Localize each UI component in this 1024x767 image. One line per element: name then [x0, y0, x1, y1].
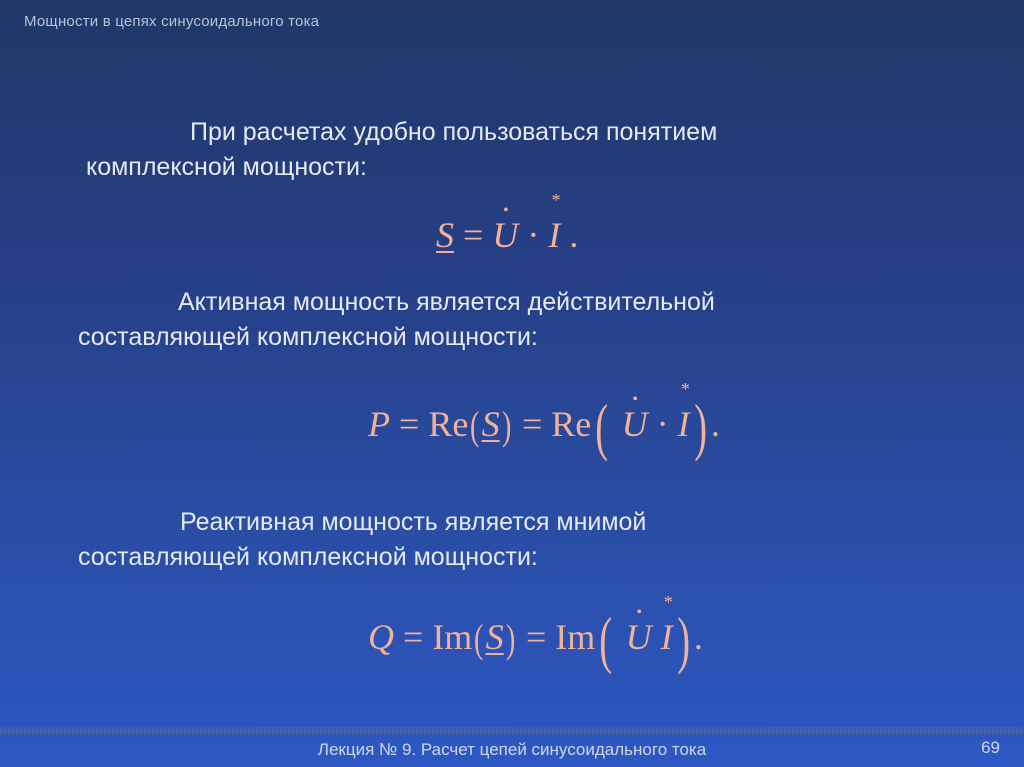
formula-period: .: [693, 617, 703, 657]
big-paren-open: (: [595, 391, 609, 462]
formula-complex-power: [436, 217, 578, 253]
paragraph-line-2: составляющей комплексной мощности:: [78, 323, 538, 351]
paragraph-complex-power: [86, 115, 717, 185]
formula-equals: =: [525, 617, 547, 657]
formula-reactive-power: [368, 604, 703, 675]
formula-s: S: [485, 617, 504, 657]
footer-lecture-title: Лекция № 9. Расчет цепей синусоидального тока: [317, 740, 707, 759]
formula-i-conjugate: * I: [678, 406, 690, 442]
formula-re: Re: [428, 404, 469, 444]
formula-i-conjugate: * I: [661, 619, 673, 655]
formula-multiply: ·: [656, 404, 669, 444]
paragraph-reactive-power: [78, 505, 646, 575]
formula-u-dot: • U: [622, 406, 648, 442]
formula-period: .: [710, 404, 720, 444]
formula-re: Re: [551, 404, 592, 444]
big-paren-close: ): [693, 391, 707, 462]
big-paren-close: ): [676, 604, 690, 675]
slide-header-title: Мощности в цепях синусоидального тока: [24, 13, 320, 30]
paren-open: (: [474, 616, 484, 661]
formula-q: Q: [368, 617, 394, 657]
formula-u-dot: • U: [626, 619, 652, 655]
paragraph-line-2: составляющей комплексной мощности:: [78, 543, 538, 571]
formula-multiply: ·: [527, 215, 540, 255]
paren-close: ): [505, 616, 515, 661]
formula-active-power: [368, 391, 720, 462]
slide-page-number: 69: [981, 738, 1000, 757]
paragraph-active-power: [78, 285, 715, 355]
formula-im: Im: [432, 617, 473, 657]
formula-p: P: [368, 404, 390, 444]
formula-im: Im: [555, 617, 596, 657]
paren-close: ): [501, 403, 511, 448]
paragraph-line-1: Реактивная мощность является мнимой: [180, 508, 647, 536]
paragraph-line-1: При расчетах удобно пользоваться понятием: [190, 118, 718, 146]
paren-open: (: [470, 403, 480, 448]
formula-equals: =: [463, 215, 484, 255]
formula-equals: =: [403, 617, 424, 657]
formula-i-conjugate: * I: [548, 217, 560, 253]
big-paren-open: (: [599, 604, 613, 675]
formula-period: .: [569, 215, 579, 255]
formula-s: S: [436, 215, 454, 255]
footer-divider: [0, 727, 1024, 735]
formula-s: S: [481, 404, 500, 444]
paragraph-line-2: комплексной мощности:: [86, 153, 367, 181]
formula-u-dot: • U: [492, 217, 518, 253]
formula-equals: =: [521, 404, 543, 444]
formula-equals: =: [399, 404, 420, 444]
paragraph-line-1: Активная мощность является действительной: [178, 288, 715, 316]
